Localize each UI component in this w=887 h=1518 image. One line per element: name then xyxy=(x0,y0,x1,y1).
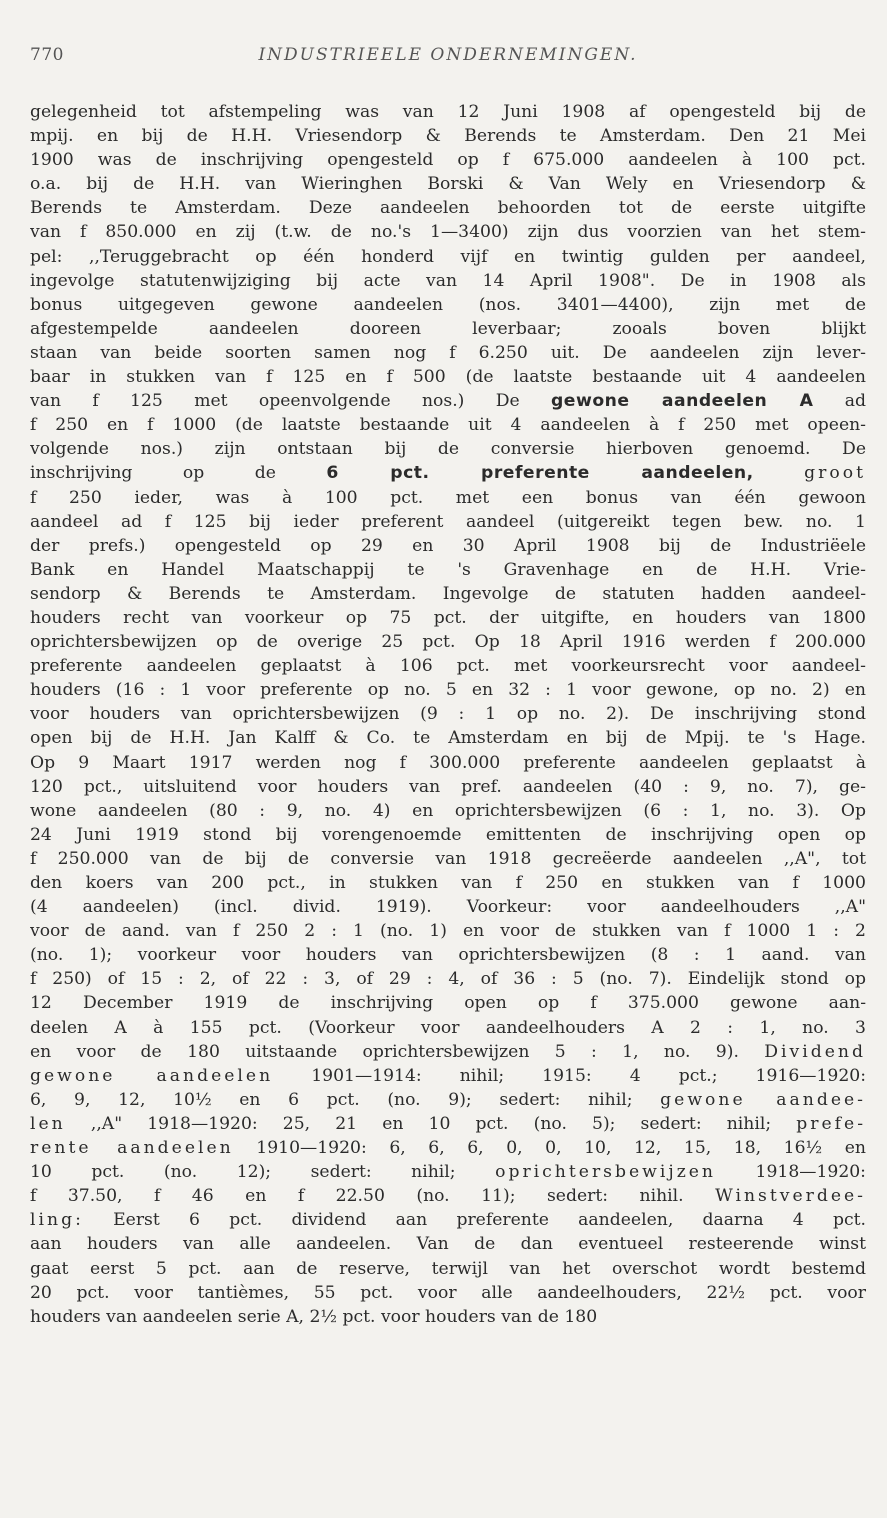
text-line: sendorp & Berends te Amsterdam. Ingevolge de statuten hadden aandeel- xyxy=(30,583,866,604)
spaced-term: oprichtersbewijzen xyxy=(495,1162,716,1183)
text-line: ingevolge statutenwijziging bij acte van 14 April 1908". De in 1908 als xyxy=(30,270,866,291)
running-title: INDUSTRIEELE ONDERNEMINGEN. xyxy=(258,45,638,65)
text-line: en voor de 180 uitstaande oprichtersbewijzen 5 : 1, no. 9). Dividend xyxy=(30,1041,866,1062)
text-line: aandeel ad f 125 bij ieder preferent aandeel (uitgereikt tegen bew. no. 1 xyxy=(30,511,866,532)
spaced-term: Winstverdee- xyxy=(715,1186,866,1207)
bold-term: gewone aandeelen A xyxy=(551,391,814,412)
text-line: staan van beide soorten samen nog f 6.250 uit. De aandeelen zijn lever- xyxy=(30,342,866,363)
text-line: bonus uitgegeven gewone aandeelen (nos. 3401—4400), zijn met de xyxy=(30,294,866,315)
spaced-term: rente aandeelen xyxy=(30,1138,234,1159)
text-line: pel: ,,Teruggebracht op één honderd vijf en twintig gulden per aandeel, xyxy=(30,246,866,267)
text-line: f 250.000 van de bij de conversie van 1918 gecreëerde aandeelen ,,A", tot xyxy=(30,848,866,869)
spaced-term: len xyxy=(30,1113,66,1134)
text-line: houders van aandeelen serie A, 2½ pct. voor houders van de 180 xyxy=(30,1306,598,1327)
spaced-term: gewone aandee- xyxy=(660,1089,866,1110)
text-line: rente aandeelen 1910—1920: 6, 6, 6, 0, 0, 10, 12, 15, 18, 16½ en xyxy=(30,1138,866,1159)
text-line: Berends te Amsterdam. Deze aandeelen behoorden tot de eerste uitgifte xyxy=(30,198,866,219)
text-line: mpij. en bij de H.H. Vriesendorp & Berends te Amsterdam. Den 21 Mei xyxy=(30,126,866,147)
page-number: 770 xyxy=(30,45,64,65)
text-line: volgende nos.) zijn ontstaan bij de conversie hierboven genoemd. De xyxy=(30,439,866,460)
spaced-term: ling: xyxy=(30,1210,84,1231)
text-line: 1900 was de inschrijving opengesteld op f 675.000 aandeelen à 100 pct. xyxy=(30,150,866,171)
spaced-term: gewone aandeelen xyxy=(30,1065,274,1086)
text-line: houders (16 : 1 voor preferente op no. 5 en 32 : 1 voor gewone, op no. 2) en xyxy=(30,680,866,701)
text-line: deelen A à 155 pct. (Voorkeur voor aandeelhouders A 2 : 1, no. 3 xyxy=(30,1017,866,1038)
spaced-term: groot xyxy=(804,463,866,484)
text-line: o.a. bij de H.H. van Wieringhen Borski & Van Wely en Vriesendorp & xyxy=(30,174,866,195)
text-line: f 250 en f 1000 (de laatste bestaande uit 4 aandeelen à f 250 met opeen- xyxy=(30,415,866,436)
text-line: van f 850.000 en zij (t.w. de no.'s 1—3400) zijn dus voorzien van het stem- xyxy=(30,222,866,243)
text-line: f 37.50, f 46 en f 22.50 (no. 11); sedert: nihil. Winstverdee- xyxy=(30,1186,866,1207)
text-line: baar in stukken van f 125 en f 500 (de laatste bestaande uit 4 aandeelen xyxy=(30,367,866,388)
spaced-term: Dividend xyxy=(764,1041,866,1062)
text-line: preferente aandeelen geplaatst à 106 pct. met voorkeursrecht voor aandeel- xyxy=(30,656,866,677)
text-line: afgestempelde aandeelen dooreen leverbaar; zooals boven blijkt xyxy=(30,318,866,339)
text-line: wone aandeelen (80 : 9, no. 4) en oprichtersbewijzen (6 : 1, no. 3). Op xyxy=(30,800,866,821)
text-line: 12 December 1919 de inschrijving open op f 375.000 gewone aan- xyxy=(30,993,866,1014)
text-line: van f 125 met opeenvolgende nos.) De gewone aandeelen A ad xyxy=(30,391,866,412)
text-line: den koers van 200 pct., in stukken van f 250 en stukken van f 1000 xyxy=(30,873,866,893)
text-line: 6, 9, 12, 10½ en 6 pct. (no. 9); sedert: nihil; gewone aandee- xyxy=(30,1089,866,1110)
text-line: 10 pct. (no. 12); sedert: nihil; oprichtersbewijzen 1918—1920: xyxy=(30,1162,866,1183)
text-line: Bank en Handel Maatschappij te 's Gravenhage en de H.H. Vrie- xyxy=(30,559,866,580)
text-line: voor de aand. van f 250 2 : 1 (no. 1) en voor de stukken van f 1000 1 : 2 xyxy=(30,921,866,942)
text-line: inschrijving op de 6 pct. preferente aandeelen, groot xyxy=(30,463,866,484)
text-line: gaat eerst 5 pct. aan de reserve, terwijl van het overschot wordt bestemd xyxy=(30,1258,866,1279)
text-line: 24 Juni 1919 stond bij vorengenoemde emittenten de inschrijving open op xyxy=(30,824,866,845)
text-line: f 250) of 15 : 2, of 22 : 3, of 29 : 4, of 36 : 5 (no. 7). Eindelijk stond op xyxy=(30,969,866,990)
text-line: gelegenheid tot afstempeling was van 12 Juni 1908 af opengesteld bij de xyxy=(30,102,866,122)
text-line: f 250 ieder, was à 100 pct. met een bonus van één gewoon xyxy=(30,487,866,508)
text-line: open bij de H.H. Jan Kalff & Co. te Amsterdam en bij de Mpij. te 's Hage. xyxy=(30,728,866,749)
text-line: oprichtersbewijzen op de overige 25 pct. Op 18 April 1916 werden f 200.000 xyxy=(30,632,866,653)
text-line: Op 9 Maart 1917 werden nog f 300.000 preferente aandeelen geplaatst à xyxy=(30,752,866,773)
text-line: der prefs.) opengesteld op 29 en 30 April 1908 bij de Industriëele xyxy=(30,535,866,556)
text-line: houders recht van voorkeur op 75 pct. der uitgifte, en houders van 1800 xyxy=(30,607,866,628)
text-line: (no. 1); voorkeur voor houders van oprichtersbewijzen (8 : 1 aand. van xyxy=(30,945,866,966)
text-line: aan houders van alle aandeelen. Van de dan eventueel resteerende winst xyxy=(30,1234,866,1255)
text-line: gewone aandeelen 1901—1914: nihil; 1915: 4 pct.; 1916—1920: xyxy=(30,1065,866,1086)
text-line: (4 aandeelen) (incl. divid. 1919). Voorkeur: voor aandeelhouders ,,A" xyxy=(30,897,866,918)
text-line: voor houders van oprichtersbewijzen (9 : 1 op no. 2). De inschrijving stond xyxy=(30,704,866,725)
spaced-term: prefe- xyxy=(796,1113,866,1134)
text-line: len ,,A" 1918—1920: 25, 21 en 10 pct. (no. 5); sedert: nihil; prefe- xyxy=(30,1113,866,1134)
text-line: 20 pct. voor tantièmes, 55 pct. voor alle aandeelhouders, 22½ pct. voor xyxy=(30,1282,866,1303)
text-line: ling: Eerst 6 pct. dividend aan preferente aandeelen, daarna 4 pct. xyxy=(30,1210,866,1231)
bold-term: 6 pct. preferente aandeelen, xyxy=(326,463,754,484)
text-line: 120 pct., uitsluitend voor houders van pref. aandeelen (40 : 9, no. 7), ge- xyxy=(30,776,866,797)
body-text xyxy=(30,100,866,1329)
page-header xyxy=(30,45,866,75)
